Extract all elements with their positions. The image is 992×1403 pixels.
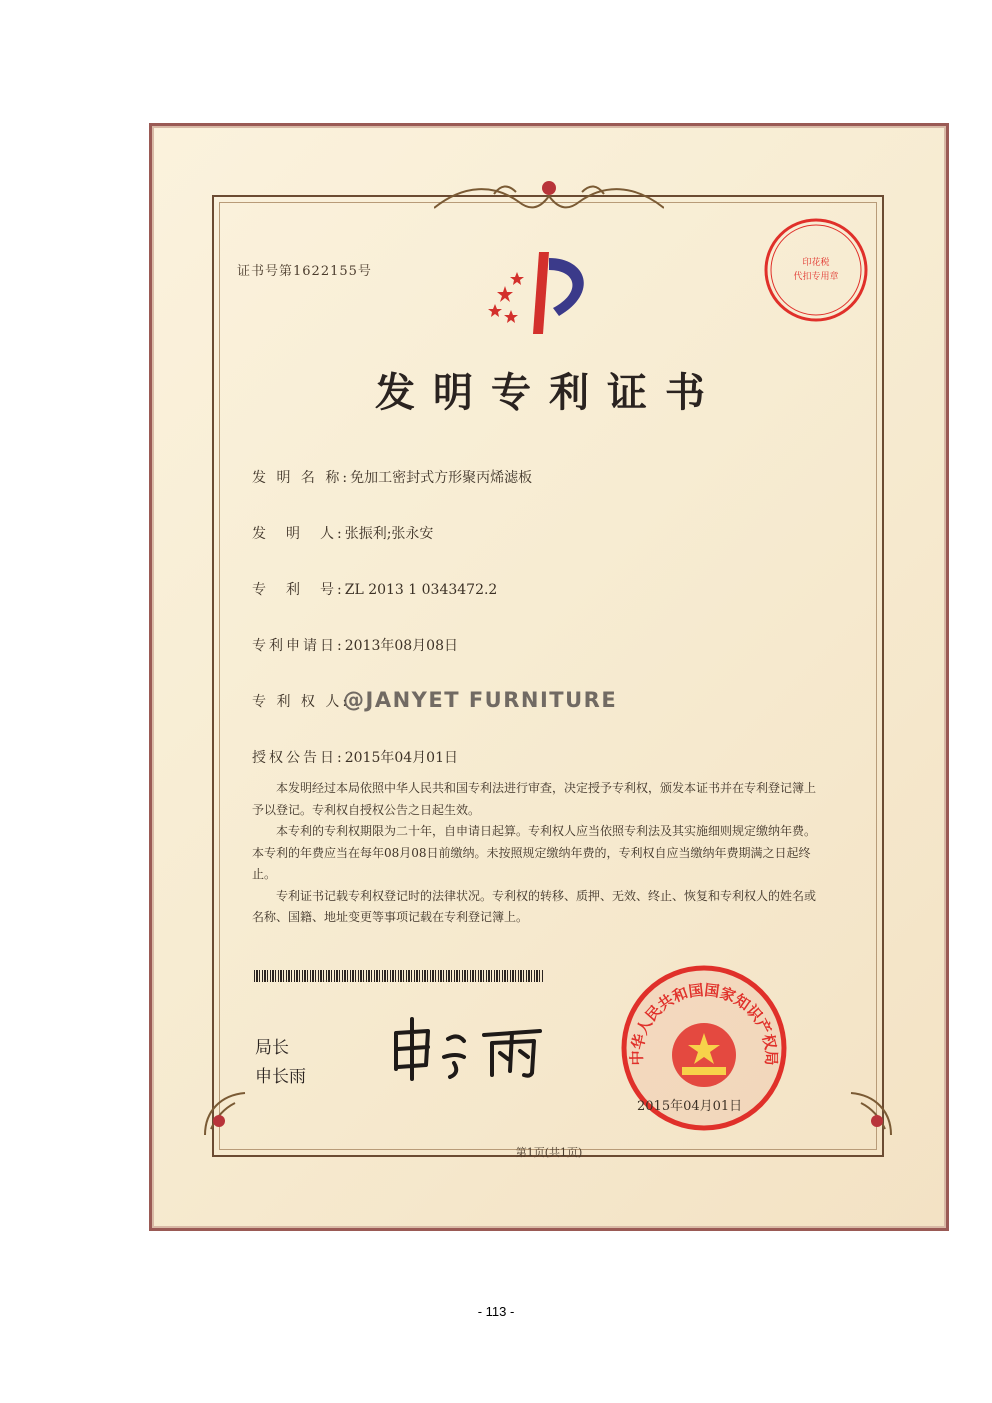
svg-text:印花税: 印花税 <box>802 258 830 268</box>
field-invention-name <box>252 467 532 487</box>
director-title: 局长 <box>255 1038 289 1058</box>
issue-date: 2015年04月01日 <box>637 1099 743 1114</box>
document-page-number: - 113 - <box>477 1304 515 1319</box>
tax-seal-icon <box>761 215 871 325</box>
certificate-body <box>252 778 824 929</box>
sipo-emblem-icon <box>487 248 607 338</box>
top-ornament-icon <box>434 174 664 214</box>
paragraph: 本发明经过本局依照中华人民共和国专利法进行审查，决定授予专利权，颁发本证书并在专利登记簿上予以登记。专利权自授权公告之日起生效。 <box>252 781 817 817</box>
seal-text: 中华人民共和国国家知识产权局 <box>627 981 781 1066</box>
field-label: 专利申请日: <box>252 638 345 654</box>
field-label: 发 明 人: <box>252 526 345 542</box>
field-label: 发 明 名 称: <box>252 470 351 486</box>
field-application-date <box>252 635 458 655</box>
paragraph: 本专利的专利权期限为二十年，自申请日起算。专利权人应当依照专利法及其实施细则规定缴纳年费。本专利的年费应当在每年08月08日前缴纳。未按照规定缴纳年费的，专利权自应当缴纳年费期满之日起终止。 <box>252 824 817 881</box>
corner-ornament-icon <box>201 1083 257 1139</box>
field-value: 2013年08月08日 <box>344 638 458 654</box>
svg-text:代扣专用章: 代扣专用章 <box>793 272 839 282</box>
paragraph: 专利证书记载专利权登记时的法律状况。专利权的转移、质押、无效、终止、恢复和专利权人的姓名或名称、国籍、地址变更等事项记载在专利登记簿上。 <box>252 888 817 924</box>
barcode <box>254 970 544 982</box>
certificate-title: 发明专利证书 <box>375 369 723 416</box>
director-name: 申长雨 <box>255 1067 306 1087</box>
field-label: 专 利 号: <box>252 582 345 598</box>
certificate-number: 证书号第1622155号 <box>237 264 372 279</box>
field-patentee <box>252 691 350 711</box>
page-indicator: 第1页(共1页) <box>515 1146 583 1159</box>
field-value: 2015年04月01日 <box>344 750 458 766</box>
field-patent-number <box>252 579 497 599</box>
field-inventor <box>252 523 433 543</box>
certificate-scan <box>149 123 949 1231</box>
watermark: @JANYET FURNITURE <box>343 688 618 712</box>
field-label: 专 利 权 人: <box>252 694 351 710</box>
field-value: ZL 2013 1 0343472.2 <box>344 582 498 598</box>
corner-ornament-icon <box>839 1083 895 1139</box>
field-value: 张振利;张永安 <box>344 526 434 542</box>
field-label: 授权公告日: <box>252 750 345 766</box>
field-value: 免加工密封式方形聚丙烯滤板 <box>350 470 533 486</box>
field-grant-date <box>252 747 458 767</box>
director-signature-icon <box>384 1013 554 1083</box>
